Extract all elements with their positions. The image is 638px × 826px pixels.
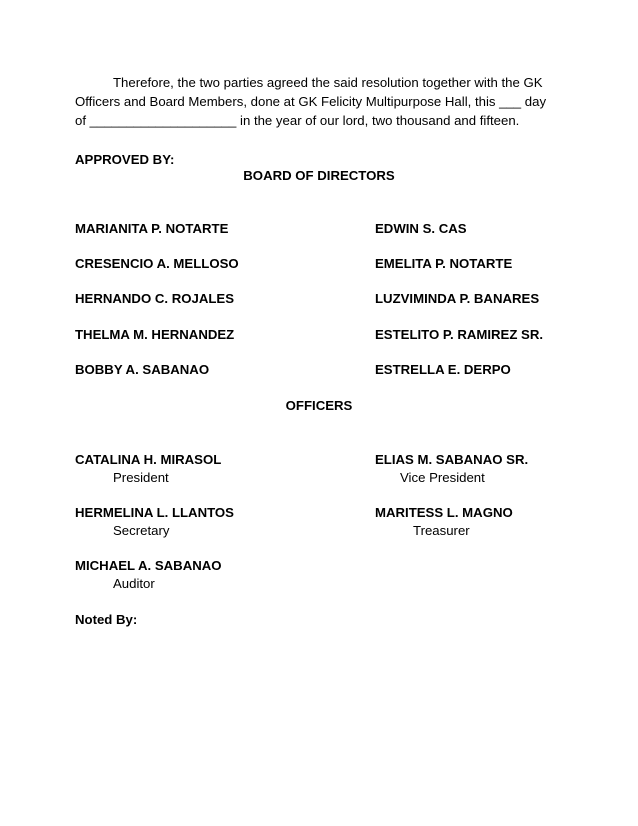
paragraph-line: Officers and Board Members, done at GK Felicity Multipurpose Hall, this ___ day — [75, 94, 547, 109]
board-member-name: THELMA M. HERNANDEZ — [75, 327, 235, 342]
board-member-name: LUZVIMINDA P. BANARES — [375, 291, 540, 306]
board-of-directors-heading: BOARD OF DIRECTORS — [243, 168, 395, 183]
officer-title: Treasurer — [413, 523, 470, 538]
officers-heading: OFFICERS — [285, 398, 353, 413]
resolution-paragraph — [75, 73, 555, 130]
paragraph-line: of ____________________ in the year of our lord, two thousand and fifteen. — [75, 113, 520, 128]
board-member-name: EMELITA P. NOTARTE — [375, 256, 513, 271]
board-member-name: EDWIN S. CAS — [375, 221, 467, 236]
board-member-name: CRESENCIO A. MELLOSO — [75, 256, 239, 271]
board-member-name: ESTRELLA E. DERPO — [375, 362, 511, 377]
paragraph-line: Therefore, the two parties agreed the said resolution together with the GK — [113, 75, 543, 90]
board-member-name: MARIANITA P. NOTARTE — [75, 221, 229, 236]
officer-title: Vice President — [400, 470, 485, 485]
officer-name: ELIAS M. SABANAO SR. — [375, 452, 529, 467]
officer-name: HERMELINA L. LLANTOS — [75, 505, 234, 520]
officer-name: MICHAEL A. SABANAO — [75, 558, 222, 573]
board-member-name: BOBBY A. SABANAO — [75, 362, 210, 377]
board-member-name: ESTELITO P. RAMIREZ SR. — [375, 327, 544, 342]
officer-title: Auditor — [113, 576, 155, 591]
approved-by-label: APPROVED BY: — [75, 152, 175, 167]
officer-title: Secretary — [113, 523, 170, 538]
officer-name: MARITESS L. MAGNO — [375, 505, 513, 520]
officer-title: President — [113, 470, 169, 485]
noted-by-label: Noted By: — [75, 612, 138, 627]
board-member-name: HERNANDO C. ROJALES — [75, 291, 234, 306]
officer-name: CATALINA H. MIRASOL — [75, 452, 222, 467]
